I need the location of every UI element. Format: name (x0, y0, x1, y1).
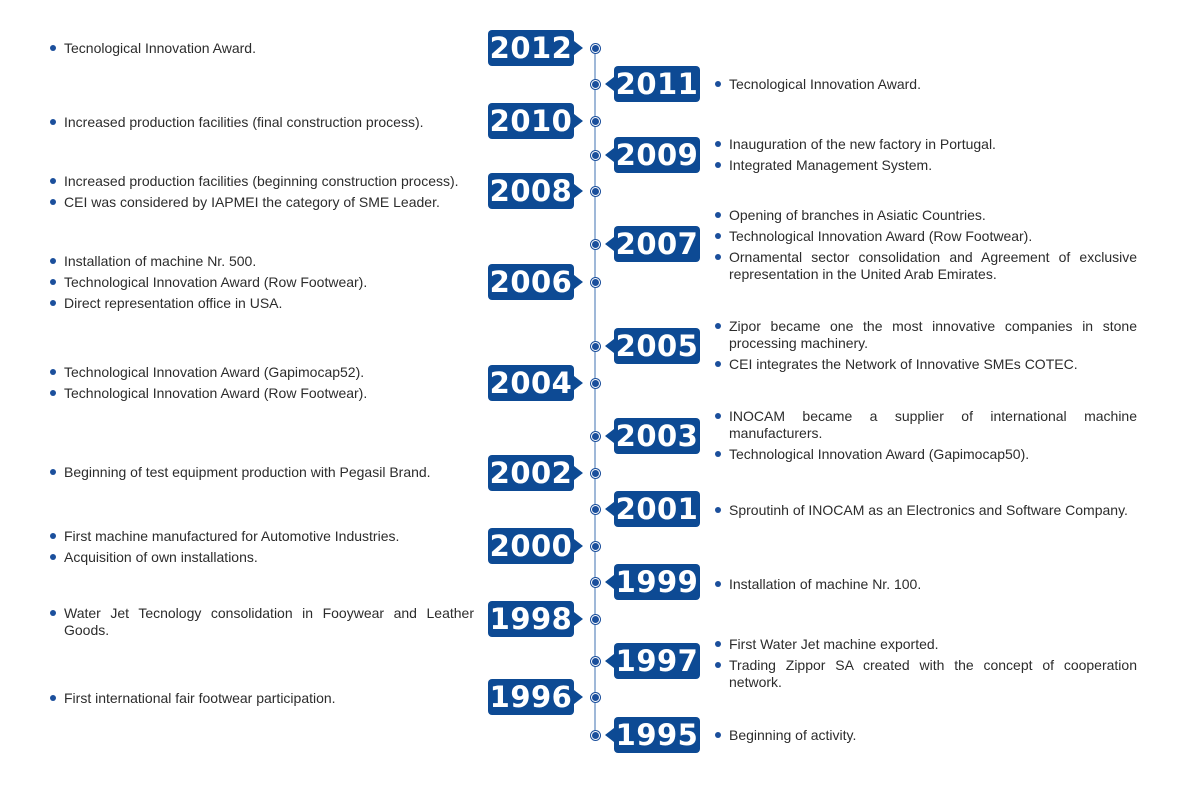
bullet-icon (715, 361, 721, 367)
timeline-dot (591, 117, 600, 126)
event-item (715, 318, 1137, 352)
event-item (50, 253, 474, 270)
badge-pointer (605, 237, 614, 251)
bullet-icon (715, 162, 721, 168)
timeline-dot (591, 693, 600, 702)
bullet-icon (50, 258, 56, 264)
bullet-icon (715, 581, 721, 587)
event-item (715, 249, 1137, 283)
event-item (50, 605, 474, 639)
event-list (50, 464, 474, 485)
event-text: Increased production facilities (beginning construction process). (64, 173, 459, 189)
event-list (715, 136, 1137, 178)
event-text: Installation of machine Nr. 500. (64, 253, 257, 269)
badge-pointer (574, 539, 583, 553)
year-badge: 2002 (489, 456, 573, 490)
event-list (50, 528, 474, 570)
event-item (50, 274, 474, 291)
event-list (715, 636, 1137, 695)
event-item (715, 727, 1137, 744)
year-badge: 2001 (615, 492, 699, 526)
event-text: Acquisition of own installations. (64, 549, 258, 565)
event-item (715, 502, 1137, 519)
bullet-icon (50, 300, 56, 306)
bullet-icon (50, 279, 56, 285)
timeline-spine (594, 46, 596, 736)
year-badge: 1998 (489, 602, 573, 636)
year-badge: 2008 (489, 174, 573, 208)
badge-pointer (574, 612, 583, 626)
event-item (50, 114, 474, 131)
event-list (715, 318, 1137, 377)
event-text: First machine manufactured for Automotive Industries. (64, 528, 400, 544)
event-list (50, 114, 474, 135)
timeline-dot (591, 44, 600, 53)
badge-pointer (574, 41, 583, 55)
event-text: Beginning of activity. (729, 727, 857, 743)
event-list (715, 727, 1137, 748)
year-badge: 2009 (615, 138, 699, 172)
year-badge: 1999 (615, 565, 699, 599)
event-list (715, 76, 1137, 97)
year-badge: 2010 (489, 104, 573, 138)
event-item (715, 636, 1137, 653)
event-list (50, 40, 474, 61)
timeline-dot (591, 151, 600, 160)
event-text: Inauguration of the new factory in Portugal. (729, 136, 996, 152)
event-item (715, 408, 1137, 442)
event-item (50, 385, 474, 402)
bullet-icon (715, 141, 721, 147)
event-text: Beginning of test equipment production with Pegasil Brand. (64, 464, 431, 480)
badge-pointer (574, 376, 583, 390)
badge-pointer (605, 654, 614, 668)
timeline-dot (591, 80, 600, 89)
timeline-dot (591, 432, 600, 441)
event-text: Technological Innovation Award (Gapimocap52). (64, 364, 365, 380)
bullet-icon (50, 610, 56, 616)
event-item (50, 194, 474, 211)
timeline-dot (591, 278, 600, 287)
event-item (50, 173, 474, 190)
event-text: Integrated Management System. (729, 157, 933, 173)
badge-pointer (605, 77, 614, 91)
bullet-icon (715, 233, 721, 239)
badge-pointer (574, 690, 583, 704)
bullet-icon (715, 451, 721, 457)
event-item (715, 136, 1137, 153)
event-text: Technological Innovation Award (Row Footwear). (64, 274, 368, 290)
event-item (715, 657, 1137, 691)
timeline-dot (591, 657, 600, 666)
year-badge: 2012 (489, 31, 573, 65)
event-item (50, 549, 474, 566)
timeline-dot (591, 615, 600, 624)
event-text: Tecnological Innovation Award. (64, 40, 256, 56)
event-text: CEI integrates the Network of Innovative SMEs COTEC. (729, 356, 1078, 372)
bullet-icon (715, 212, 721, 218)
bullet-icon (715, 254, 721, 260)
bullet-icon (50, 199, 56, 205)
badge-pointer (574, 184, 583, 198)
year-badge: 2007 (615, 227, 699, 261)
bullet-icon (715, 81, 721, 87)
badge-pointer (605, 429, 614, 443)
event-text: Water Jet Tecnology consolidation in Fooywear and Leather Goods. (64, 605, 474, 638)
event-item (50, 690, 474, 707)
bullet-icon (715, 323, 721, 329)
bullet-icon (50, 178, 56, 184)
event-item (50, 528, 474, 545)
event-list (715, 207, 1137, 287)
year-badge: 1995 (615, 718, 699, 752)
year-badge: 2003 (615, 419, 699, 453)
timeline-dot (591, 187, 600, 196)
badge-pointer (574, 275, 583, 289)
timeline-dot (591, 578, 600, 587)
event-text: Increased production facilities (final construction process). (64, 114, 424, 130)
event-item (715, 76, 1137, 93)
event-item (50, 40, 474, 57)
event-list (50, 690, 474, 711)
year-badge: 2006 (489, 265, 573, 299)
bullet-icon (715, 507, 721, 513)
bullet-icon (715, 732, 721, 738)
event-text: Tecnological Innovation Award. (729, 76, 921, 92)
bullet-icon (715, 413, 721, 419)
bullet-icon (50, 45, 56, 51)
event-text: Technological Innovation Award (Row Footwear). (64, 385, 368, 401)
year-badge: 2011 (615, 67, 699, 101)
badge-pointer (605, 728, 614, 742)
event-item (50, 464, 474, 481)
bullet-icon (715, 641, 721, 647)
event-list (50, 364, 474, 406)
event-list (50, 253, 474, 316)
timeline-dot (591, 731, 600, 740)
badge-pointer (605, 575, 614, 589)
badge-pointer (605, 339, 614, 353)
bullet-icon (50, 695, 56, 701)
event-list (50, 173, 474, 215)
event-text: Ornamental sector consolidation and Agreement of exclusive representation in the United Arab Emirates. (729, 249, 1137, 282)
event-text: CEI was considered by IAPMEI the category of SME Leader. (64, 194, 440, 210)
event-item (715, 207, 1137, 224)
badge-pointer (605, 148, 614, 162)
year-badge: 2004 (489, 366, 573, 400)
timeline-dot (591, 240, 600, 249)
event-text: Installation of machine Nr. 100. (729, 576, 922, 592)
bullet-icon (50, 533, 56, 539)
bullet-icon (715, 662, 721, 668)
event-text: INOCAM became a supplier of international machine manufacturers. (729, 408, 1137, 441)
event-list (50, 605, 474, 643)
bullet-icon (50, 119, 56, 125)
event-list (715, 408, 1137, 467)
timeline-dot (591, 342, 600, 351)
event-item (715, 576, 1137, 593)
event-text: Technological Innovation Award (Gapimocap50). (729, 446, 1030, 462)
event-item (50, 295, 474, 312)
badge-pointer (574, 114, 583, 128)
timeline-dot (591, 379, 600, 388)
badge-pointer (574, 466, 583, 480)
bullet-icon (50, 390, 56, 396)
timeline-dot (591, 469, 600, 478)
bullet-icon (50, 369, 56, 375)
badge-pointer (605, 502, 614, 516)
bullet-icon (50, 469, 56, 475)
timeline-dot (591, 505, 600, 514)
bullet-icon (50, 554, 56, 560)
timeline-dot (591, 542, 600, 551)
event-list (715, 576, 1137, 597)
year-badge: 1997 (615, 644, 699, 678)
event-item (715, 157, 1137, 174)
event-text: Direct representation office in USA. (64, 295, 283, 311)
year-badge: 2005 (615, 329, 699, 363)
event-list (715, 502, 1137, 523)
event-text: Trading Zippor SA created with the concept of cooperation network. (729, 657, 1137, 690)
year-badge: 2000 (489, 529, 573, 563)
event-item (715, 446, 1137, 463)
event-text: First international fair footwear participation. (64, 690, 336, 706)
event-item (715, 356, 1137, 373)
event-text: Zipor became one the most innovative companies in stone processing machinery. (729, 318, 1137, 351)
event-text: Sproutinh of INOCAM as an Electronics and Software Company. (729, 502, 1128, 518)
event-item (50, 364, 474, 381)
event-text: First Water Jet machine exported. (729, 636, 939, 652)
event-text: Opening of branches in Asiatic Countries. (729, 207, 986, 223)
event-item (715, 228, 1137, 245)
event-text: Technological Innovation Award (Row Footwear). (729, 228, 1033, 244)
year-badge: 1996 (489, 680, 573, 714)
